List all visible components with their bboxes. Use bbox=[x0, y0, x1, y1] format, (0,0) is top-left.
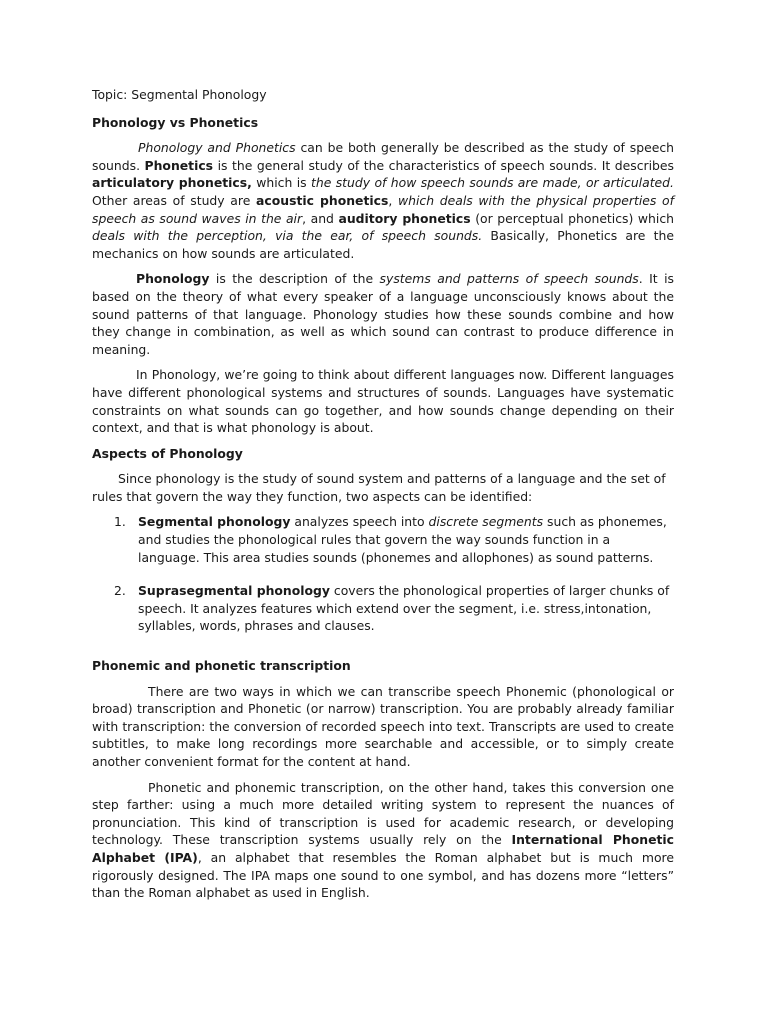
text-span: Phonetic and phonemic transcription, on the other hand, takes this conversion one step farther: using a much more detailed writing system to represent the nuances of pronunciation. This kind of transcription is used for academic research, or developing technology. These transcription systems usually rely on the bbox=[92, 779, 674, 848]
section-heading-transcription: Phonemic and phonetic transcription bbox=[92, 658, 351, 674]
document-page bbox=[92, 86, 674, 910]
text-span: analyzes speech into bbox=[290, 514, 429, 530]
paragraph-phonology-phonetics-definition bbox=[92, 139, 674, 262]
text-span: Other areas of study are bbox=[92, 192, 257, 208]
text-span: , bbox=[388, 192, 398, 208]
text-span: discrete segments bbox=[428, 514, 544, 530]
paragraph-phonology-languages: In Phonology, we’re going to think about different languages now. Different languages have different phonological systems and structures of sounds. Languages have systematic constraints on what sounds can go together, and how sounds change depending on their context, and that is what phonology is about. bbox=[92, 367, 674, 436]
term-articulatory-phonetics: articulatory phonetics, bbox=[92, 175, 252, 191]
text-span: is the description of the bbox=[209, 271, 380, 287]
paragraph-phonology-description bbox=[92, 270, 674, 358]
text-span: . It is based on the theory of what every speaker of a language unconsciously knows about the sound patterns of that language. Phonology studies how these sounds combine and how they change in combination, as well as which sound can contrast to produce difference in meaning. bbox=[92, 271, 674, 357]
list-number: 2. bbox=[114, 583, 126, 599]
section-heading-aspects-of-phonology: Aspects of Phonology bbox=[92, 445, 243, 461]
term-segmental-phonology: Segmental phonology bbox=[138, 514, 291, 530]
text-span: is the general study of the characteristics of speech sounds. It describes bbox=[213, 157, 674, 173]
text-span: which is bbox=[251, 175, 311, 191]
text-span: covers the phonological properties of larger chunks of speech. It analyzes features which extend over the segment, i.e. stress,intonation, syllables, words, phrases and clauses. bbox=[138, 583, 670, 634]
text-span: systems and patterns of speech sounds bbox=[379, 271, 639, 287]
text-span: Basically, Phonetics are the mechanics on how sounds are articulated. bbox=[92, 228, 674, 261]
term-acoustic-phonetics: acoustic phonetics bbox=[256, 192, 389, 208]
text-span: deals with the perception, via the ear, of speech sounds. bbox=[92, 228, 483, 244]
term-ipa: International Phonetic Alphabet (IPA) bbox=[92, 832, 674, 865]
paragraph-phonetic-phonemic-transcription bbox=[92, 779, 674, 902]
text-span: which deals with the physical properties of speech as sound waves in the air bbox=[92, 192, 674, 226]
list-item-suprasegmental-phonology bbox=[92, 582, 674, 635]
term-phonetics: Phonetics bbox=[144, 157, 214, 173]
text-span: Phonology and Phonetics bbox=[138, 140, 296, 156]
list-number: 1. bbox=[114, 514, 126, 530]
list-item-segmental-phonology bbox=[92, 513, 674, 566]
aspects-list bbox=[92, 513, 674, 635]
text-span: , an alphabet that resembles the Roman alphabet but is much more rigorously designed. The IPA maps one sound to one symbol, and has dozens more “letters” than the Roman alphabet as used in English. bbox=[92, 849, 674, 901]
text-span: such as phonemes, and studies the phonological rules that govern the way sounds function in a language. This area studies sounds (phonemes and allophones) as sound patterns. bbox=[138, 514, 667, 565]
text-span: can be both generally be described as the study of speech sounds. bbox=[92, 140, 675, 173]
paragraph-aspects-intro: Since phonology is the study of sound system and patterns of a language and the set of rules that govern the way they function, two aspects can be identified: bbox=[92, 471, 666, 504]
term-phonology: Phonology bbox=[136, 271, 210, 287]
paragraph-transcription-types: There are two ways in which we can transcribe speech Phonemic (phonological or broad) transcription and Phonetic (or narrow) transcription. You are probably already familiar with transcription: the conversion of recorded speech into text. Transcripts are used to create subtitles, to make long recordings more searchable and accessible, or to simply create another convenient format for the content at hand. bbox=[92, 683, 674, 769]
text-span: the study of how speech sounds are made, or articulated. bbox=[310, 175, 674, 191]
text-span: (or perceptual phonetics) which bbox=[470, 210, 674, 226]
section-heading-phonology-vs-phonetics: Phonology vs Phonetics bbox=[92, 114, 259, 130]
term-suprasegmental-phonology: Suprasegmental phonology bbox=[138, 583, 330, 599]
text-span: , and bbox=[302, 210, 339, 226]
document-topic: Topic: Segmental Phonology bbox=[92, 87, 267, 102]
term-auditory-phonetics: auditory phonetics bbox=[338, 210, 471, 226]
